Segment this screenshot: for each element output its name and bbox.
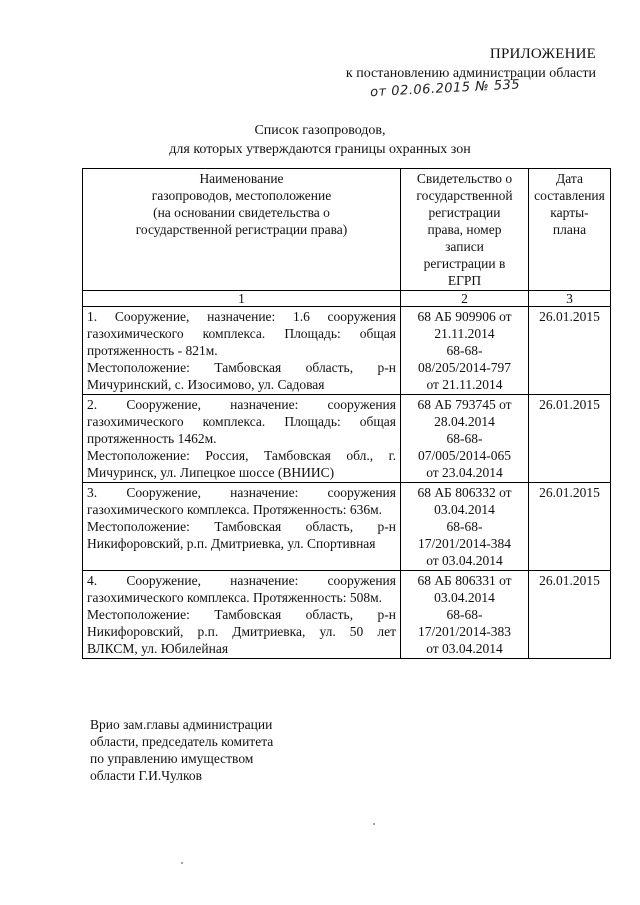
header-line: Наименование	[199, 171, 284, 186]
pipeline-description-cell	[83, 307, 401, 395]
certificate-line: 17/201/2014-384	[418, 536, 511, 551]
certificate-line: 03.04.2014	[434, 502, 495, 517]
title-line-1: Список газопроводов,	[254, 123, 386, 138]
table-row	[83, 571, 611, 659]
pipeline-description: 2. Сооружение, назначение: сооружения газохимического комплекса. Площадь: общая протяженность 1462м.	[87, 397, 396, 446]
pipeline-location: Местоположение: Тамбовская область, р-н Никифоровский, р.п. Дмитриевка, ул. Спортивная	[87, 519, 396, 551]
header-cell-certificate	[401, 169, 529, 291]
header-line: карты-	[550, 205, 589, 220]
signature-line: по управлению имуществом	[90, 751, 254, 766]
certificate-line: 07/005/2014-065	[418, 448, 511, 463]
certificate-line: 21.11.2014	[434, 326, 495, 341]
handwritten-date-number: от 02.06.2015 № 535	[369, 77, 521, 101]
signature-line: Врио зам.главы администрации	[90, 717, 273, 732]
certificate-line: 68-68-	[446, 519, 483, 534]
header-line: государственной	[416, 188, 513, 203]
header-line: составления	[534, 188, 605, 203]
pipeline-description-cell	[83, 395, 401, 483]
table-header-row	[83, 169, 611, 291]
header-cell-date	[529, 169, 611, 291]
appendix-title: ПРИЛОЖЕНИЕ	[489, 46, 596, 62]
document-title	[90, 121, 550, 159]
certificate-line: 68 АБ 793745 от	[417, 397, 512, 412]
header-line: ЕГРП	[447, 273, 482, 288]
header-line: газопроводов, местоположение	[151, 188, 332, 203]
pipeline-description: 4. Сооружение, назначение: сооружения газохимического комплекса. Протяженность: 508м.	[87, 573, 396, 605]
certificate-line: 68-68-	[446, 343, 483, 358]
pipeline-location: Местоположение: Россия, Тамбовская обл., г. Мичуринск, ул. Липецкое шоссе (ВНИИС)	[87, 448, 396, 480]
pipeline-location: Местоположение: Тамбовская область, р-н Никифоровский, р.п. Дмитриевка, ул. 50 лет ВЛКСМ, ул. Юбилейная	[87, 607, 396, 656]
certificate-line: от 03.04.2014	[426, 641, 503, 656]
certificate-line: 17/201/2014-383	[418, 624, 511, 639]
column-number: 1	[83, 291, 401, 307]
certificate-line: 68-68-	[446, 607, 483, 622]
scan-speck	[181, 862, 183, 864]
header-cell-name	[83, 169, 401, 291]
table-row	[83, 307, 611, 395]
certificate-line: от 23.04.2014	[426, 465, 503, 480]
table-row	[83, 483, 611, 571]
certificate-line: от 21.11.2014	[426, 377, 503, 392]
certificate-line: 68 АБ 909906 от	[417, 309, 512, 324]
certificate-cell	[401, 483, 529, 571]
column-number-row	[83, 291, 611, 307]
plan-date-cell: 26.01.2015	[529, 483, 611, 571]
pipeline-description: 1. Сооружение, назначение: 1.6 сооружения газохимического комплекса. Площадь: общая протяженность - 821м.	[87, 309, 396, 358]
column-number: 3	[529, 291, 611, 307]
plan-date-cell: 26.01.2015	[529, 571, 611, 659]
column-number: 2	[401, 291, 529, 307]
header-line: Свидетельство о	[416, 171, 513, 186]
pipelines-table	[82, 168, 611, 659]
certificate-line: 28.04.2014	[434, 414, 495, 429]
pipeline-description-cell	[83, 483, 401, 571]
signature-line: области Г.И.Чулков	[90, 768, 202, 783]
certificate-cell	[401, 307, 529, 395]
certificate-line: 68-68-	[446, 431, 483, 446]
signature-block	[90, 716, 350, 784]
header-line: права, номер	[427, 222, 502, 237]
appendix-subtitle: к постановлению администрации области	[345, 66, 596, 81]
scan-speck	[373, 823, 375, 825]
certificate-line: 68 АБ 806331 от	[417, 573, 512, 588]
certificate-cell	[401, 571, 529, 659]
header-line: регистрации	[428, 205, 501, 220]
pipeline-description-cell	[83, 571, 401, 659]
certificate-line: 68 АБ 806332 от	[417, 485, 512, 500]
certificate-line: от 03.04.2014	[426, 553, 503, 568]
header-line: регистрации в	[423, 256, 506, 271]
certificate-line: 03.04.2014	[434, 590, 495, 605]
certificate-line: 08/205/2014-797	[418, 360, 511, 375]
plan-date-cell: 26.01.2015	[529, 307, 611, 395]
plan-date-cell: 26.01.2015	[529, 395, 611, 483]
header-line: Дата	[556, 171, 583, 186]
pipeline-location: Местоположение: Тамбовская область, р-н Мичуринский, с. Изосимово, ул. Садовая	[87, 360, 396, 392]
header-line: записи	[445, 239, 484, 254]
signature-line: области, председатель комитета	[90, 734, 274, 749]
header-line: государственной регистрации права)	[135, 222, 348, 237]
pipeline-description: 3. Сооружение, назначение: сооружения газохимического комплекса. Протяженность: 636м.	[87, 485, 396, 517]
title-line-2: для которых утверждаются границы охранных зон	[169, 142, 471, 157]
header-line: (на основании свидетельства о	[153, 205, 330, 220]
table-row	[83, 395, 611, 483]
certificate-cell	[401, 395, 529, 483]
header-line: плана	[552, 222, 587, 237]
